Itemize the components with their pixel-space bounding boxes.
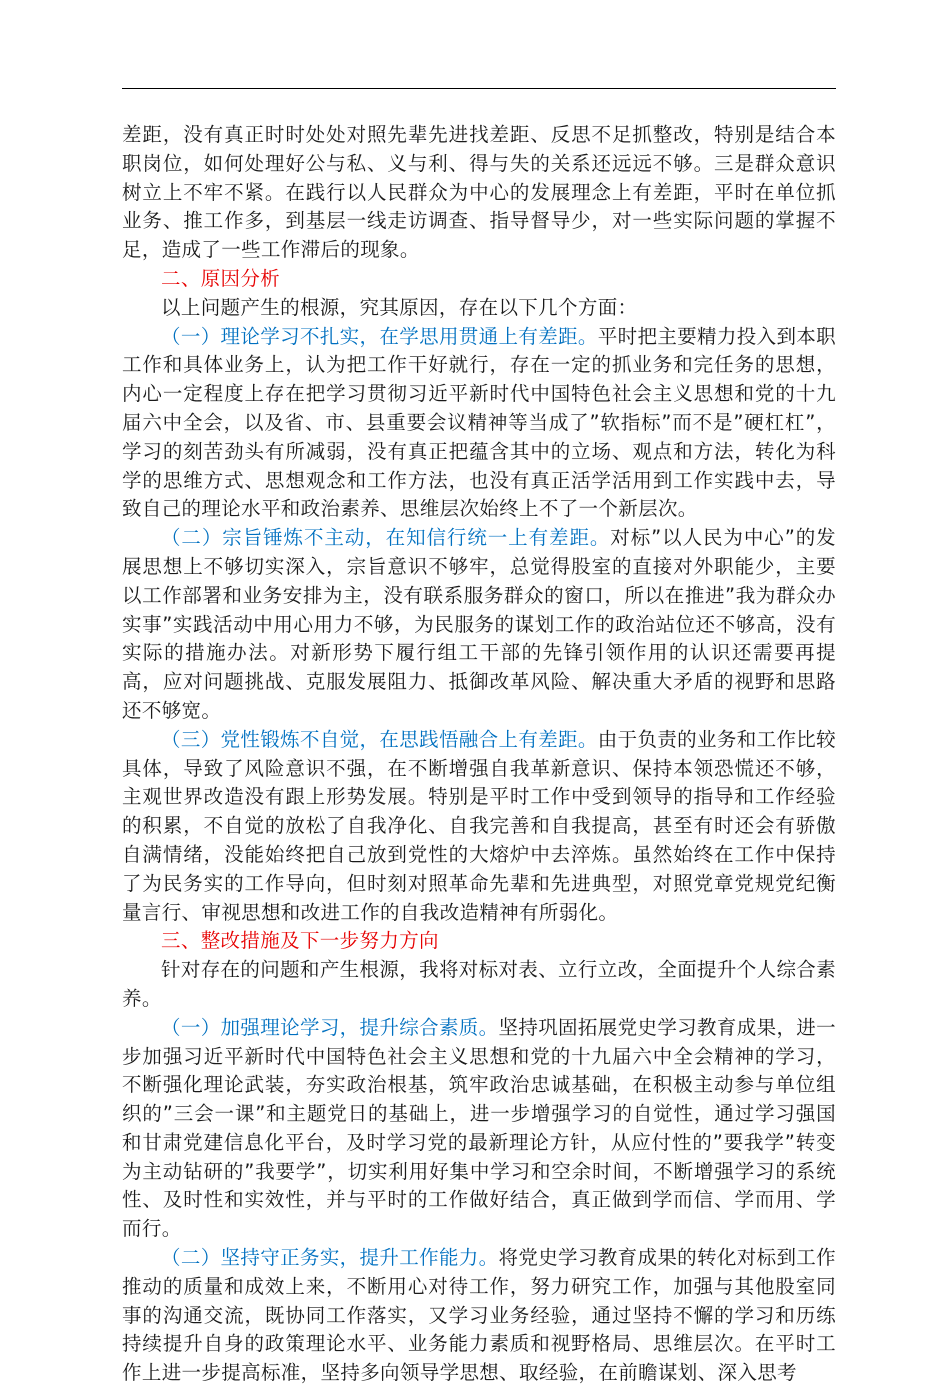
header-rule: [122, 88, 836, 89]
section-3-item-2-title: （二）坚持守正务实，提升工作能力。: [161, 1246, 499, 1270]
section-2-item-3-body: 由于负责的业务和工作比较具体，导致了风险意识不强，在不断增强自我革新意识、保持本领恐慌还不够，主观世界改造没有跟上形势发展。特别是平时工作中受到领导的指导和工作经验的积累，不自觉的放松了自我净化、自我完善和自我提高，甚至有时还会有骄傲自满情绪，没能始终把自己放到党性的大熔炉中去淬炼。虽然始终在工作中保持了为民务实的工作导向，但时刻对照革命先辈和先进典型，对照党章党规党纪衡量言行、审视思想和改进工作的自我改造精神有所弱化。: [122, 727, 836, 924]
section-2-item-3-title: （三）党性锻炼不自觉，在思践悟融合上有差距。: [161, 727, 598, 751]
section-2-item-1-body: 平时把主要精力投入到本职工作和具体业务上，认为把工作干好就行，存在一定的抓业务和完任务的思想，内心一定程度上存在把学习贯彻习近平新时代中国特色社会主义思想和党的十九届六中全会，以及省、市、县重要会议精神等当成了”软指标”而不是”硬杠杠”，学习的刻苦劲头有所减弱，没有真正把蕴含其中的立场、观点和方法，转化为科学的思维方式、思想观念和工作方法，也没有真正活学活用到工作实践中去，导致自己的理论水平和政治素养、思维层次始终上不了一个新层次。: [122, 324, 836, 521]
section-3-lead: 针对存在的问题和产生根源，我将对标对表、立行立改，全面提升个人综合素养。: [122, 958, 836, 1010]
section-2-item-2-body: 对标”以人民为中心”的发展思想上不够切实深入，宗旨意识不够牢，总觉得股室的直接对外职能少，主要以工作部署和业务安排为主，没有联系服务群众的窗口，所以在推进”我为群众办实事”实践活动中用心用力不够，为民服务的谋划工作的政治站位还不够高，没有实际的措施办法。对新形势下履行组工干部的先锋引领作用的认识还需要再提高，应对问题挑战、克服发展阻力、抵御改革风险、解决重大矛盾的视野和思路还不够宽。: [122, 526, 836, 722]
section-2-item-1: [122, 323, 836, 525]
document-body: [122, 121, 836, 1388]
section-3-item-1-body: 坚持巩固拓展党史学习教育成果，进一步加强习近平新时代中国特色社会主义思想和党的十九届六中全会精神的学习，不断强化理论武装，夯实政治根基，筑牢政治忠诚基础，在积极主动参与单位组织的”三会一课”和主题党日的基础上，进一步增强学习的自觉性，通过学习强国和甘肃党建信息化平台，及时学习党的最新理论方针，从应付性的”要我学”转变为主动钻研的”我要学”，切实利用好集中学习和空余时间，不断增强学习的系统性、及时性和实效性，并与平时的工作做好结合，真正做到学而信、学而用、学而行。: [122, 1015, 836, 1241]
section-2-item-1-title: （一）理论学习不扎实，在学思用贯通上有差距。: [161, 324, 598, 348]
section-3-heading: 三、整改措施及下一步努力方向: [161, 929, 439, 953]
section-3-item-1-title: （一）加强理论学习，提升综合素质。: [161, 1015, 499, 1039]
section-3-item-2-body: 将党史学习教育成果的转化对标到工作推动的质量和成效上来，不断用心对待工作，努力研究工作，加强与其他股室同事的沟通交流，既协同工作落实，又学习业务经验，通过坚持不懈的学习和历练持续提升自身的政策理论水平、业务能力素质和视野格局、思维层次。在平时工作上进一步提高标准，坚持多向领导学思想、取经验，在前瞻谋划、深入思考: [122, 1246, 836, 1385]
section-2-item-2: [122, 524, 836, 726]
section-2-item-3: [122, 726, 836, 928]
section-2-lead: 以上问题产生的根源，究其原因，存在以下几个方面：: [161, 295, 638, 319]
section-3-item-1: [122, 1014, 836, 1244]
intro-continuation-paragraph: 差距，没有真正时时处处对照先辈先进找差距、反思不足抓整改，特别是结合本职岗位，如何处理好公与私、义与利、得与失的关系还远远不够。三是群众意识树立上不牢不紧。在践行以人民群众为中心的发展理念上有差距，平时在单位抓业务、推工作多，到基层一线走访调查、指导督导少，对一些实际问题的掌握不足，造成了一些工作滞后的现象。: [122, 123, 836, 262]
section-2-item-2-title: （二）宗旨锤炼不主动，在知信行统一上有差距。: [161, 526, 611, 550]
section-2-heading: 二、原因分析: [161, 266, 281, 290]
section-3-item-2: [122, 1244, 836, 1388]
